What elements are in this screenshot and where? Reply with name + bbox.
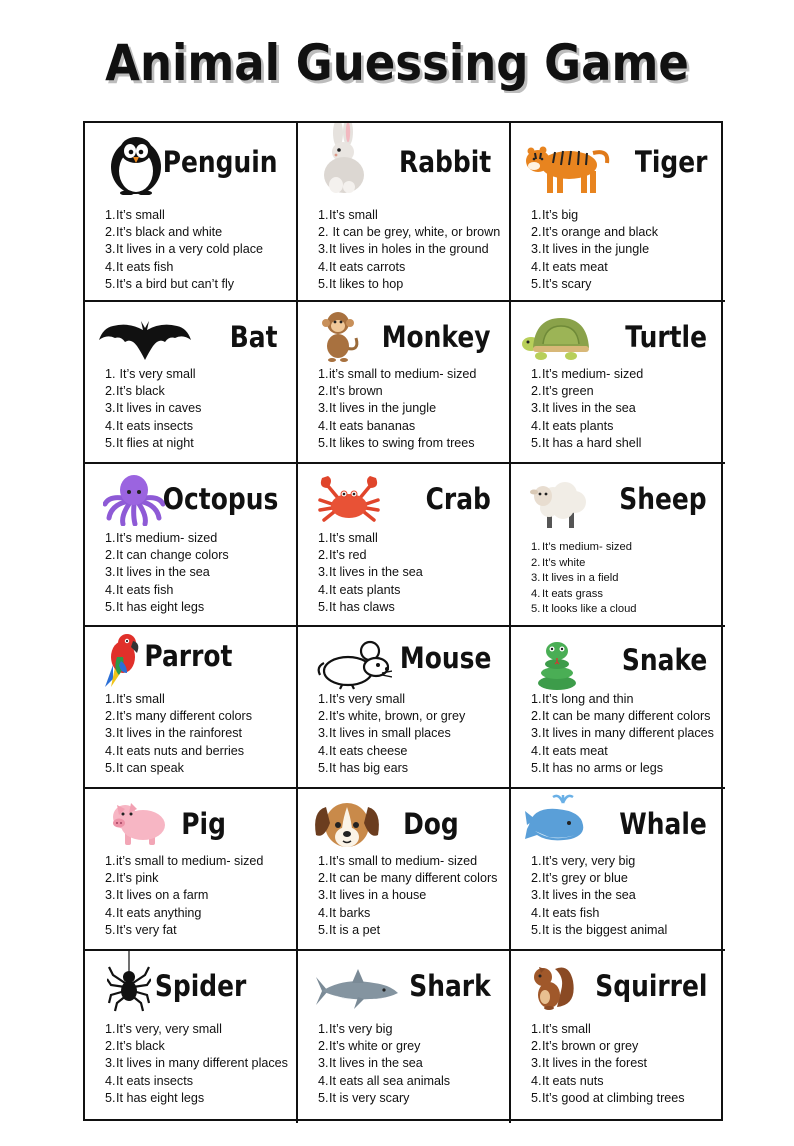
list-item: 5.It likes to hop (318, 276, 404, 291)
spider-icon (107, 951, 151, 1013)
list-item: 2.It’s black and white (105, 225, 223, 240)
list-item: 5. It looks like a cloud (531, 603, 637, 616)
clue-list (105, 207, 263, 293)
turtle-icon (521, 314, 593, 360)
list-item: 1.It’s very small (318, 692, 406, 706)
penguin-icon (103, 133, 169, 195)
list-item: 3.It lives in many different places (531, 726, 714, 741)
clue-list (318, 530, 423, 616)
list-item: 3.It lives in small places (318, 726, 451, 741)
list-item: 4.It eats fish (105, 582, 174, 597)
list-item: 1.It’s small to medium- sized (318, 854, 478, 868)
sheep-icon (529, 474, 589, 530)
clue-list (531, 207, 658, 293)
list-item: 3.It lives on a farm (105, 888, 209, 903)
clue-list (105, 366, 201, 452)
list-item: 2.It’s brown or grey (531, 1039, 639, 1054)
animal-name: Pig (181, 807, 226, 841)
page-title: Animal Guessing Game (105, 34, 689, 92)
clue-list (105, 853, 263, 939)
list-item: 2.It’s black (105, 384, 165, 399)
list-item: 4.It eats insects (105, 1073, 193, 1088)
tiger-icon (521, 141, 611, 197)
list-item: 5.It is a pet (318, 922, 381, 937)
list-item: 3.It lives in many different places (105, 1056, 288, 1071)
list-item: 1.It’s small (318, 531, 378, 545)
list-item: 2.It’s white, brown, or grey (318, 709, 466, 724)
snake-icon (535, 639, 579, 691)
list-item: 1.It’s long and thin (531, 692, 634, 706)
list-item: 1.it’s small to medium- sized (318, 367, 477, 381)
animal-name: Whale (619, 807, 707, 841)
dog-icon (312, 797, 382, 851)
list-item: 2. It’s white (531, 556, 586, 569)
list-item: 1.It’s small (531, 1022, 591, 1036)
list-item: 2.It’s red (318, 548, 367, 563)
animal-card-whale (511, 789, 725, 951)
list-item: 3.It lives in a very cold place (105, 242, 263, 257)
list-item: 3.It lives in the sea (318, 1056, 423, 1071)
list-item: 2.It’s pink (105, 871, 159, 886)
animal-card-monkey (298, 302, 511, 464)
list-item: 3.It lives in the sea (531, 401, 636, 416)
list-item: 4.It eats fish (531, 905, 600, 920)
list-item: 4.It eats nuts (531, 1073, 604, 1088)
list-item: 4.It eats fish (105, 259, 174, 274)
mouse-icon (316, 637, 392, 691)
list-item: 5.It’s a bird but can’t fly (105, 276, 235, 291)
list-item: 5.It is the biggest animal (531, 922, 668, 937)
list-item: 2.It can be many different colors (531, 709, 711, 724)
clue-list (105, 1021, 288, 1107)
list-item: 5.It has no arms or legs (531, 760, 664, 775)
list-item: 2.It can change colors (105, 548, 229, 563)
animal-name: Octopus (162, 482, 278, 516)
animal-card-squirrel (511, 951, 725, 1123)
monkey-icon (316, 308, 360, 362)
list-item: 3.It lives in the jungle (531, 242, 650, 257)
list-item: 4.It eats plants (318, 582, 401, 597)
list-item: 3.It lives in the sea (531, 888, 636, 903)
clue-list (531, 540, 637, 618)
shark-icon (314, 969, 398, 1013)
clue-list (318, 691, 465, 777)
animal-name: Mouse (399, 641, 491, 675)
list-item: 4.It eats meat (531, 259, 608, 274)
list-item: 1.It’s small (318, 208, 378, 222)
list-item: 4.It eats plants (531, 418, 614, 433)
animal-card-turtle (511, 302, 725, 464)
list-item: 1.it’s small to medium- sized (105, 854, 264, 868)
animal-name: Penguin (163, 145, 278, 179)
list-item: 2.It’s grey or blue (531, 871, 628, 886)
animal-card-octopus (85, 464, 298, 627)
list-item: 3.It lives in caves (105, 401, 202, 416)
list-item: 1.It’s small (105, 692, 165, 706)
list-item: 1. It’s very small (105, 367, 196, 381)
animal-card-sheep (511, 464, 725, 627)
list-item: 5.It’s scary (531, 276, 592, 291)
list-item: 3.It lives in holes in the ground (318, 242, 489, 257)
animal-name: Monkey (382, 320, 491, 354)
animal-card-spider (85, 951, 298, 1123)
list-item: 1.It’s medium- sized (531, 367, 644, 381)
animal-name: Tiger (634, 145, 707, 179)
animal-name: Spider (154, 969, 246, 1003)
animal-card-penguin (85, 123, 298, 302)
clue-list (531, 853, 667, 939)
list-item: 2.It’s many different colors (105, 709, 253, 724)
clue-list (531, 1021, 685, 1107)
animal-card-mouse (298, 627, 511, 789)
clue-list (105, 691, 252, 777)
animal-card-pig (85, 789, 298, 951)
animal-name: Bat (230, 320, 278, 354)
list-item: 1.It’s very big (318, 1022, 393, 1036)
list-item: 2.It’s black (105, 1039, 165, 1054)
list-item: 2.It’s orange and black (531, 225, 658, 240)
animal-card-bat (85, 302, 298, 464)
list-item: 4.It eats bananas (318, 418, 416, 433)
list-item: 5.It has eight legs (105, 599, 205, 614)
clue-list (318, 1021, 450, 1107)
list-item: 2.It’s brown (318, 384, 383, 399)
animal-name: Turtle (625, 320, 707, 354)
pig-icon (109, 799, 169, 847)
list-item: 4.It eats carrots (318, 259, 406, 274)
list-item: 1.It’s very, very small (105, 1022, 222, 1036)
list-item: 4.It eats all sea animals (318, 1073, 451, 1088)
animal-card-crab (298, 464, 511, 627)
list-item: 2. It can be grey, white, or brown (318, 225, 501, 240)
animal-card-grid (83, 121, 723, 1121)
list-item: 5.It’s good at climbing trees (531, 1090, 685, 1105)
list-item: 5.It is very scary (318, 1090, 410, 1105)
bat-icon (99, 318, 191, 362)
animal-card-snake (511, 627, 725, 789)
list-item: 5.It’s very fat (105, 922, 177, 937)
list-item: 3.It lives in a house (318, 888, 427, 903)
parrot-icon (99, 629, 143, 689)
clue-list (318, 366, 476, 452)
animal-name: Squirrel (594, 969, 707, 1003)
clue-list (318, 853, 497, 939)
list-item: 1.It’s small (105, 208, 165, 222)
list-item: 3.It lives in the sea (318, 565, 423, 580)
list-item: 3.It lives in the forest (531, 1056, 647, 1071)
list-item: 5.It has eight legs (105, 1090, 205, 1105)
list-item: 5.It flies at night (105, 435, 194, 450)
animal-name: Dog (403, 807, 459, 841)
animal-name: Rabbit (398, 145, 491, 179)
list-item: 2.It’s white or grey (318, 1039, 421, 1054)
animal-name: Crab (425, 482, 491, 516)
animal-name: Parrot (143, 639, 232, 673)
list-item: 3. It lives in a field (531, 572, 619, 585)
list-item: 5.It has a hard shell (531, 435, 642, 450)
squirrel-icon (529, 961, 575, 1011)
list-item: 1. It’s medium- sized (531, 541, 632, 553)
list-item: 3.It lives in the sea (105, 565, 210, 580)
animal-card-parrot (85, 627, 298, 789)
list-item: 4. It eats grass (531, 587, 603, 600)
list-item: 3.It lives in the rainforest (105, 726, 242, 741)
list-item: 4.It eats anything (105, 905, 202, 920)
list-item: 4.It barks (318, 905, 371, 920)
animal-name: Sheep (619, 482, 707, 516)
list-item: 5.It has big ears (318, 760, 409, 775)
list-item: 4.It eats nuts and berries (105, 743, 245, 758)
list-item: 5.It has claws (318, 599, 395, 614)
animal-name: Shark (409, 969, 491, 1003)
list-item: 4.It eats cheese (318, 743, 408, 758)
animal-card-rabbit (298, 123, 511, 302)
list-item: 1.It’s very, very big (531, 854, 636, 868)
list-item: 2.It can be many different colors (318, 871, 498, 886)
whale-icon (523, 791, 593, 847)
animal-card-tiger (511, 123, 725, 302)
clue-list (531, 366, 643, 452)
animal-card-shark (298, 951, 511, 1123)
animal-card-dog (298, 789, 511, 951)
list-item: 4.It eats insects (105, 418, 193, 433)
list-item: 5.It likes to swing from trees (318, 435, 475, 450)
rabbit-icon (316, 123, 370, 195)
octopus-icon (103, 472, 165, 526)
list-item: 2.It’s green (531, 384, 594, 399)
clue-list (531, 691, 714, 777)
clue-list (318, 207, 500, 293)
list-item: 3.It lives in the jungle (318, 401, 437, 416)
crab-icon (316, 474, 382, 526)
animal-name: Snake (621, 643, 707, 677)
list-item: 1.It’s big (531, 208, 579, 222)
clue-list (105, 530, 229, 616)
list-item: 5.It can speak (105, 760, 184, 775)
list-item: 1.It’s medium- sized (105, 531, 218, 545)
list-item: 4.It eats meat (531, 743, 608, 758)
